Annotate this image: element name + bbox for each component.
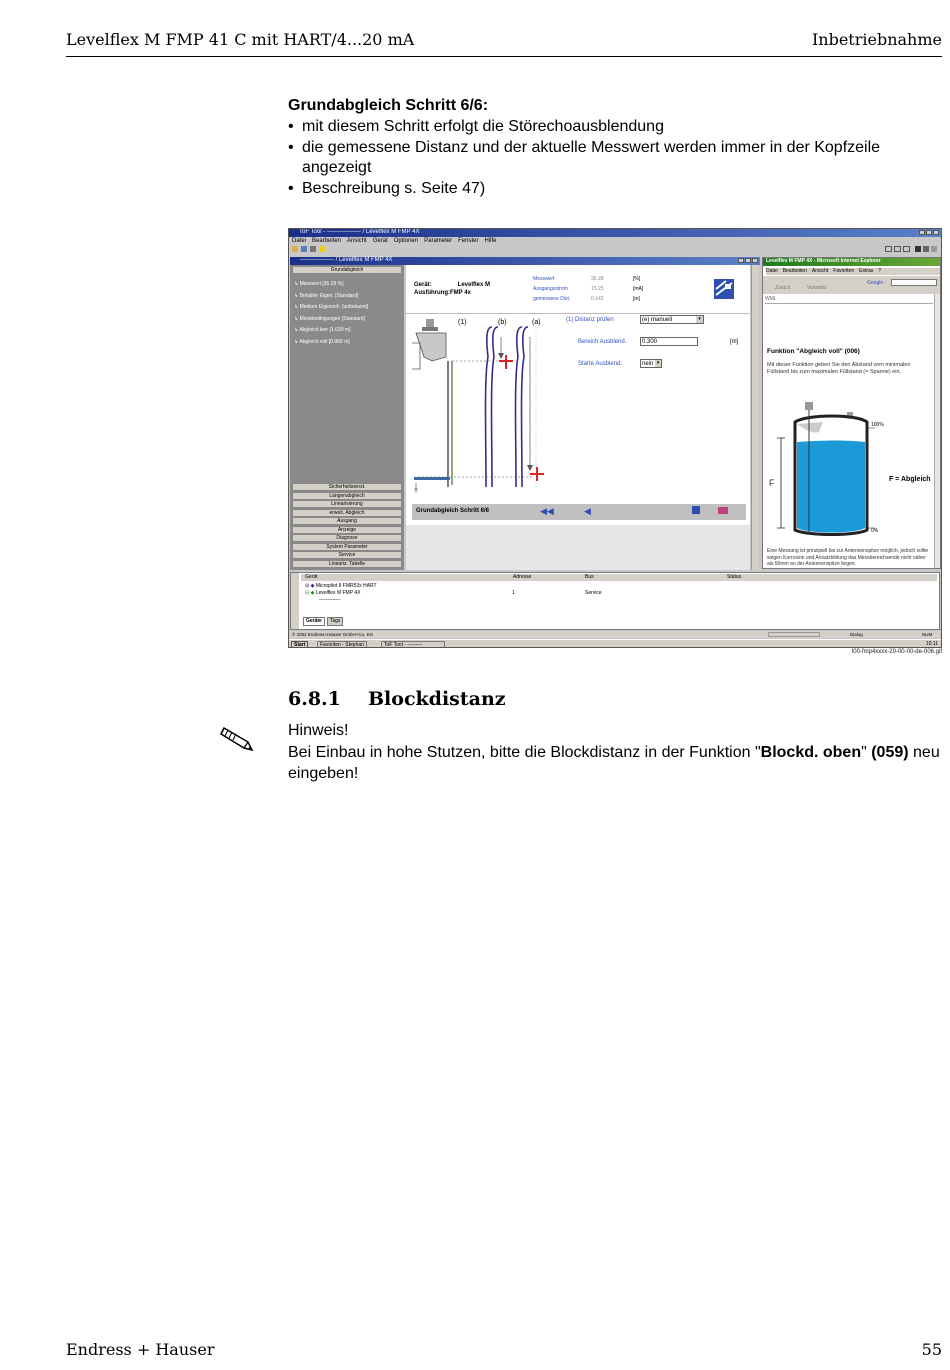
- inner-titlebar: [290, 257, 760, 265]
- status-progress: [768, 632, 820, 637]
- taskbar-item[interactable]: Favoriten - Stephan: [317, 641, 367, 648]
- header-title: Levelflex M FMP 41 C mit HART/4...20 mA: [66, 30, 415, 49]
- menu-item[interactable]: Bearbeiten: [312, 238, 342, 244]
- app-titlebar: [289, 229, 941, 237]
- browser-titlebar: Levelflex M FMP 4X - Microsoft Internet Explorer: [763, 258, 940, 266]
- help-icon[interactable]: [931, 246, 937, 252]
- device-name: Levelflex M: [457, 282, 491, 288]
- table-row[interactable]: -------------: [319, 597, 341, 603]
- device-label: Gerät:: [414, 282, 432, 288]
- rewind-icon[interactable]: ◀◀: [540, 506, 554, 516]
- window-arrange-icon[interactable]: [903, 246, 910, 252]
- step-heading: Grundabgleich Schritt 6/6:: [288, 97, 489, 114]
- status-num: NUM: [922, 632, 933, 637]
- readings: [533, 274, 643, 304]
- software-screenshot: [288, 228, 942, 648]
- reading-label: Ausgangsstrom: [533, 286, 568, 292]
- range-input[interactable]: 0.300: [640, 337, 698, 346]
- app-window-controls[interactable]: [918, 230, 939, 237]
- bullet-item: • mit diesem Schritt erfolgt die Störechoausblendung: [288, 117, 940, 138]
- nav-button[interactable]: Service: [292, 551, 402, 559]
- note-label: Hinweis!: [288, 722, 349, 739]
- reading-value: 0.142: [591, 296, 604, 302]
- inner-window-controls[interactable]: [737, 258, 758, 265]
- browser-window: [762, 257, 941, 569]
- save-icon[interactable]: [301, 246, 307, 252]
- step-footer-bar: [412, 504, 746, 520]
- device-info: [414, 281, 490, 297]
- settings-icon[interactable]: [923, 246, 929, 252]
- left-nav-header[interactable]: Grundabgleich: [292, 266, 402, 274]
- menu-item[interactable]: ?: [878, 268, 882, 274]
- reading-unit: [%]: [633, 276, 641, 282]
- reading-unit: [m]: [633, 296, 640, 302]
- help-text-1: Mit dieser Funktion geben Sie den Abstand vom minimalen Füllstand bis zum maximalen Füllstand (= Spanne) ein.: [767, 362, 911, 375]
- tab-devices[interactable]: Geräte: [303, 617, 325, 626]
- browser-back-button[interactable]: ← Zurück: [775, 278, 791, 291]
- app-menubar: [292, 238, 496, 245]
- figure-caption: l00-fmp4xxxx-20-00-00-de-006.gif: [851, 649, 942, 655]
- menu-item[interactable]: Parameter: [424, 238, 453, 244]
- main-content-panel: [406, 265, 750, 570]
- taskbar-item[interactable]: ToF Tool - ---------: [381, 641, 445, 648]
- app-toolbar-right: [867, 246, 937, 253]
- menu-item[interactable]: Bearbeiten: [782, 268, 807, 274]
- nav-item[interactable]: ↳ Medium Eigensch. [unbekannt]: [294, 304, 369, 310]
- diagram-label-b: (b): [498, 319, 507, 326]
- main-scrollbar[interactable]: [751, 265, 759, 570]
- section-number: 6.8.1: [288, 688, 341, 710]
- menu-item[interactable]: Fenster: [458, 238, 479, 244]
- step-bullet-list: [288, 117, 940, 199]
- status-copyright: © 2002 Endress+Hauser GmbH+Co. KG: [292, 632, 374, 637]
- binoculars-icon[interactable]: [915, 246, 921, 252]
- col-header[interactable]: Gerät: [305, 574, 318, 580]
- pct-100-label: 100%: [871, 422, 884, 428]
- taskbar-clock: 10:11: [925, 641, 938, 647]
- note-function-name: Blockd. oben: [760, 744, 862, 761]
- status-mode: Dialog: [850, 632, 863, 637]
- diagram-label-a: (a): [532, 319, 541, 326]
- start-select-value: nein: [642, 361, 654, 367]
- menu-item[interactable]: Gerät: [372, 238, 388, 244]
- reading-value: 15.25: [591, 286, 604, 292]
- app-title: ToF Tool - ----------------- / Levelflex M FMP 4X: [299, 229, 420, 235]
- menu-item[interactable]: Ansicht: [347, 238, 367, 244]
- page-number: 55: [921, 1340, 942, 1359]
- window-cascade-icon[interactable]: [894, 246, 901, 252]
- tank-diagram: [767, 402, 937, 540]
- menu-item[interactable]: Ansicht: [811, 268, 829, 274]
- reading-label: Messwert: [533, 276, 555, 282]
- nav-item[interactable]: ↳ Behälter Eigen. [Standard]: [294, 292, 359, 299]
- browser-forward-button[interactable]: → Vorwärts: [807, 278, 827, 291]
- header-rule: [66, 56, 942, 57]
- probe-diagram: [412, 317, 562, 497]
- pct-0-label: 0%: [871, 528, 879, 534]
- menu-item[interactable]: Hilfe: [484, 238, 497, 244]
- status-bar: [290, 631, 940, 638]
- f-equals-label: F = Abgleich: [889, 476, 931, 483]
- nav-button[interactable]: Linearisierung: [292, 500, 402, 508]
- nav-item[interactable]: ↳ Abgleich voll [0.960 m]: [294, 338, 350, 345]
- nav-button[interactable]: System Parameter: [292, 543, 402, 551]
- note-text-part: neu eingeben!: [288, 744, 940, 782]
- start-select[interactable]: [640, 359, 662, 368]
- note-text: [288, 742, 948, 784]
- col-header[interactable]: Adresse: [513, 574, 532, 580]
- reading-label: gemessene Dist.: [533, 296, 571, 302]
- section-title: Blockdistanz: [368, 688, 506, 710]
- range-label: Bereich Ausblend.: [578, 339, 627, 345]
- app-toolbar: [292, 246, 352, 254]
- browser-menubar: [766, 268, 940, 275]
- table-row[interactable]: ⊞ ◆ Micropilot II FMR53x HART: [305, 583, 377, 589]
- distance-label: (1) Distanz prüfen: [566, 317, 614, 323]
- nav-button[interactable]: Längenabgleich: [292, 492, 402, 500]
- browser-toolbar: [763, 276, 940, 294]
- content-filler: [406, 525, 750, 570]
- device-table-panel: [290, 572, 940, 630]
- version-label: Ausführung:: [414, 290, 450, 296]
- left-nav-list: [294, 279, 368, 348]
- table-header-row: [301, 574, 937, 581]
- book-icon[interactable]: [718, 507, 728, 514]
- note-function-code: (059): [871, 744, 909, 761]
- google-search-input[interactable]: [891, 279, 937, 286]
- divider: [406, 313, 750, 314]
- endress-hauser-logo-icon: [712, 277, 736, 301]
- bullet-item: • die gemessene Distanz und der aktuelle Messwert werden immer in der Kopfzeile angezeigt: [288, 138, 940, 179]
- open-icon[interactable]: [292, 246, 298, 252]
- table-sidebar: [291, 573, 299, 629]
- pencil-note-icon: [220, 722, 258, 752]
- version-value: FMP 4x: [450, 290, 471, 296]
- col-header[interactable]: Bus: [585, 574, 594, 580]
- inner-title: ----------------- / Levelflex M FMP 4X: [300, 257, 393, 263]
- nav-button[interactable]: Ausgang: [292, 517, 402, 525]
- start-button[interactable]: Start: [291, 641, 308, 648]
- reading-value: 35.28: [591, 276, 604, 282]
- footer-company: Endress + Hauser: [66, 1340, 215, 1359]
- help-icon[interactable]: [319, 246, 325, 252]
- window-tile-icon[interactable]: [885, 246, 892, 252]
- start-label: Starte Ausblend.: [578, 361, 623, 367]
- taskbar: [289, 639, 941, 648]
- menu-item[interactable]: Favoriten: [833, 268, 855, 274]
- chevron-down-icon[interactable]: ▾: [696, 316, 703, 323]
- col-header[interactable]: Status: [727, 574, 742, 580]
- distance-select-value: (e) manuell: [642, 317, 673, 323]
- help-text-2: Eine Messung ist prinzipiell bis zur Antennenspitze möglich, jedoch sollte wegen Korrosion und Ansatzbildung das Messbereichsende nicht näher als 50mm an der Antennenspitze liegen.: [767, 548, 929, 567]
- nav-button[interactable]: erweit. Abgleich: [292, 509, 402, 517]
- menu-item[interactable]: Datei: [292, 238, 307, 244]
- home-icon[interactable]: [692, 506, 700, 514]
- back-icon[interactable]: ◀: [584, 506, 591, 516]
- f-label: F: [769, 478, 775, 488]
- chevron-down-icon[interactable]: ▾: [656, 360, 660, 366]
- browser-scrollbar[interactable]: [934, 294, 940, 568]
- menu-item[interactable]: Extras: [859, 268, 874, 274]
- header-section: Inbetriebnahme: [811, 30, 942, 49]
- reading-unit: [mA]: [633, 286, 644, 292]
- note-text-part: Bei Einbau in hohe Stutzen, bitte die Blockdistanz in der Funktion ": [288, 744, 761, 761]
- menu-item[interactable]: Optionen: [393, 238, 419, 244]
- nav-button[interactable]: Diagnose: [292, 534, 402, 542]
- print-icon[interactable]: [310, 246, 316, 252]
- table-row[interactable]: ⊟ ◆ Levelflex M FMP 4X 1 Service: [305, 590, 602, 596]
- note-text-part: ": [861, 744, 872, 761]
- nav-item[interactable]: ↳ Messbedingungen [Standard]: [294, 315, 365, 322]
- nav-button[interactable]: Lineariz. Tabelle: [292, 560, 402, 568]
- browser-tab[interactable]: WML: [765, 296, 933, 304]
- nav-button[interactable]: Anzeige: [292, 526, 402, 534]
- menu-item[interactable]: Datei: [766, 268, 778, 274]
- table-tabs: [303, 617, 343, 626]
- distance-select[interactable]: [640, 315, 704, 324]
- nav-item[interactable]: ↳ Messwert [35.28 %]: [294, 281, 344, 287]
- nav-button[interactable]: Sicherheitseinst.: [292, 483, 402, 491]
- table-body: [305, 583, 905, 604]
- tab-tags[interactable]: Tags: [327, 617, 344, 626]
- range-unit: [m]: [730, 339, 739, 345]
- bullet-item: • Beschreibung s. Seite 47): [288, 179, 940, 200]
- step-footer-label: Grundabgleich Schritt 6/6: [416, 508, 490, 514]
- nav-item[interactable]: ↳ Abgleich leer [1.030 m]: [294, 327, 351, 333]
- diagram-label-1: (1): [458, 319, 467, 326]
- google-label: Google -: [867, 280, 887, 286]
- left-nav-panel: [290, 265, 404, 570]
- help-heading: Funktion "Abgleich voll" (006): [767, 348, 860, 355]
